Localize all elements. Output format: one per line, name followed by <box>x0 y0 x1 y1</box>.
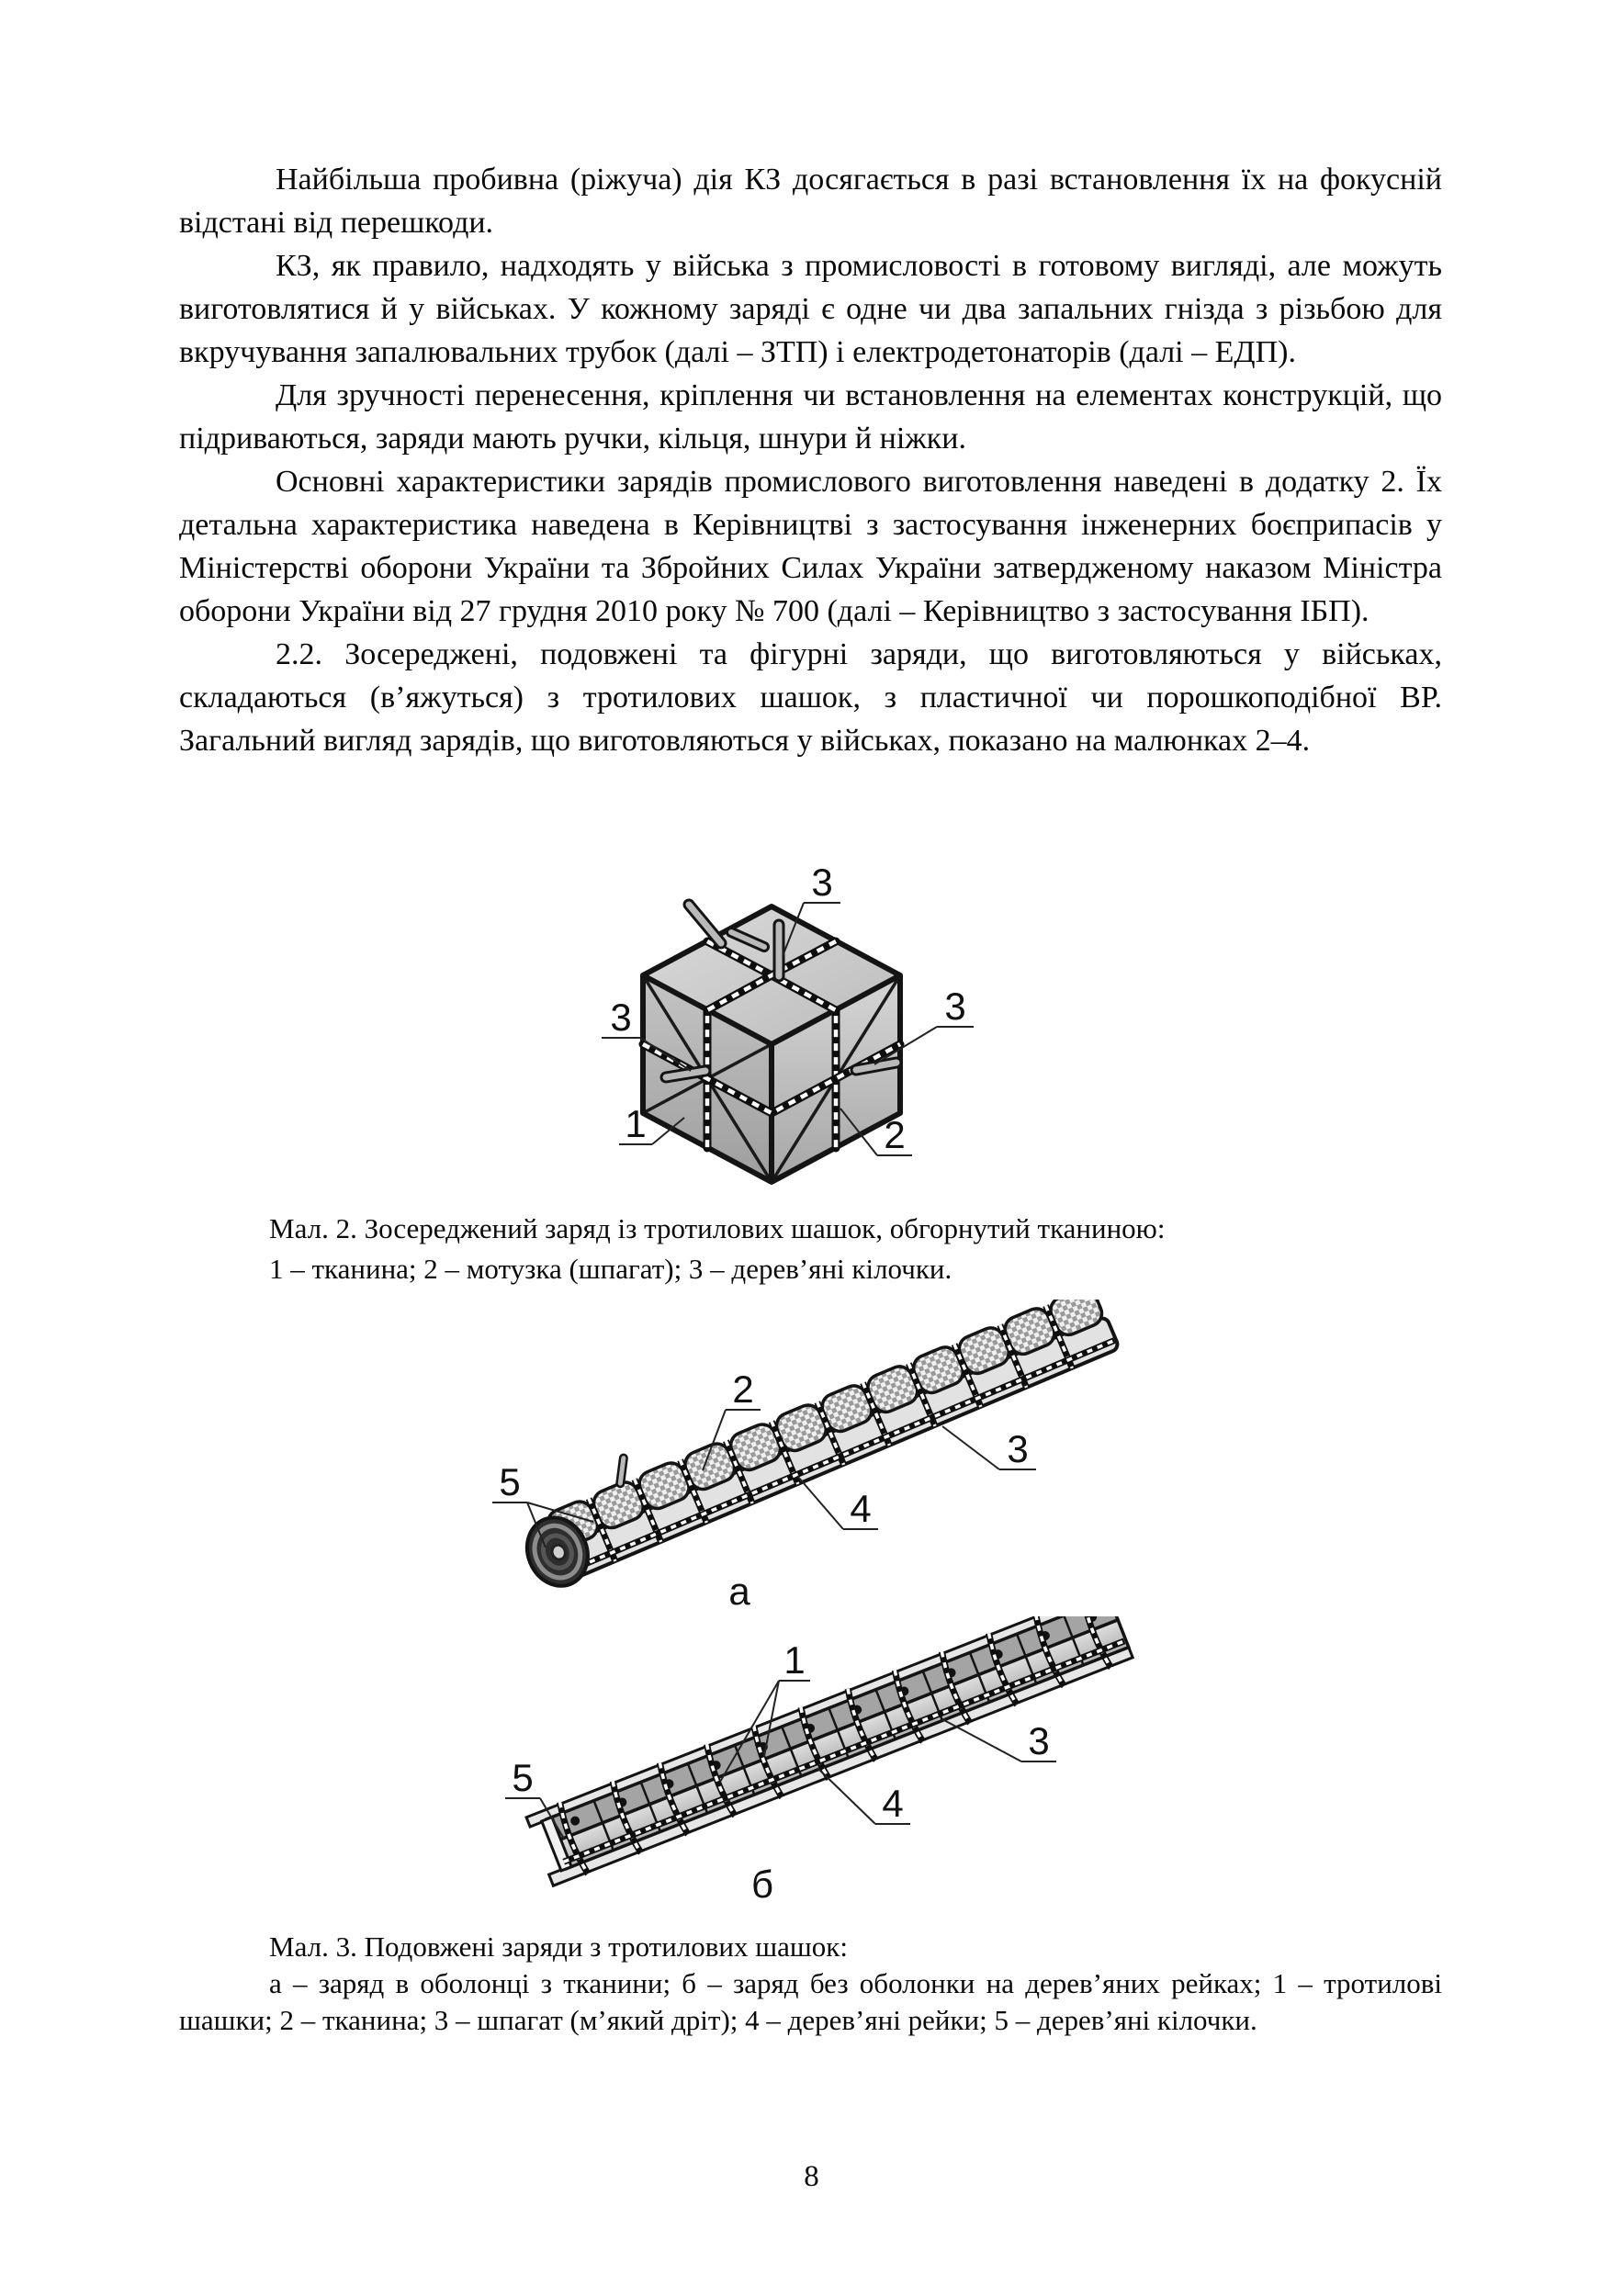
figure3a-label-fabric: 2 <box>732 1367 754 1411</box>
figure3b-label-blocks: 1 <box>783 1638 806 1682</box>
figure3a-label-pegs: 5 <box>499 1460 521 1503</box>
figure3-caption-title: Мал. 3. Подовжені заряди з тротилових шашок: <box>269 1930 848 1963</box>
figure3-caption-legend: а – заряд в оболонці з тканини; б – заряд без оболонки на дерев’яних рейках; 1 – тротилові шашки; 2 – тканина; 3 – шпагат (м’який дріт); 4 – дерев’яні рейки; 5 – дерев’яні кілочки. <box>179 1967 1442 2036</box>
figure2-cube-charge-drawing <box>551 859 1029 1191</box>
figure2-caption-title: Мал. 2. Зосереджений заряд із тротилових шашок, обгорнутий тканиною: <box>269 1212 1166 1244</box>
body-text <box>179 158 1442 762</box>
paragraph: Найбільша пробивна (ріжуча) дія КЗ досягається в разі встановлення їх на фокусній відстані від перешкоди. <box>179 163 1442 240</box>
figure3a-elongated-charge-drawing <box>432 1300 1157 1612</box>
figure2-caption <box>179 1209 1442 1289</box>
page-number: 8 <box>804 2160 819 2193</box>
figure3a-label-rail: 4 <box>850 1487 872 1530</box>
figure2-label-peg-top: 3 <box>811 861 833 904</box>
figure3b-label-twine: 3 <box>1028 1719 1050 1762</box>
paragraph: Основні характеристики зарядів промислового виготовлення наведені в додатку 2. Їх детальна характеристика наведена в Керівництві з застосування інженерних боєприпасів у Міністерстві оборони України та Збройних Силах України затвердженому наказом Міністра оборони України від 27 грудня 2010 року № 700 (далі – Керівництво з застосування ІБП). <box>179 465 1442 628</box>
figure2-label-peg-right: 3 <box>944 985 966 1028</box>
figure3a-label-twine: 3 <box>1007 1427 1029 1470</box>
paragraph: КЗ, як правило, надходять у війська з промисловості в готовому вигляді, але можуть виготовлятися й у військах. У кожному заряді є одне чи два запальних гнізда з різьбою для вкручування запалювальних трубок (далі – ЗТП) і електродетонаторів (далі – ЕДП). <box>179 249 1442 369</box>
figure3b-elongated-charge-drawing <box>432 1616 1167 1919</box>
figure2-label-peg-left: 3 <box>610 996 632 1039</box>
figure2-label-fabric: 1 <box>625 1102 647 1145</box>
paragraph: Для зручності перенесення, кріплення чи встановлення на елементах конструкцій, що підриваються, заряди мають ручки, кільця, шнури й ніжки. <box>179 378 1442 456</box>
paragraph: 2.2. Зосереджені, подовжені та фігурні заряди, що виготовляються у військах, складаються (в’яжуться) з тротилових шашок, з пластичної чи порошкоподібної ВР. Загальний вигляд зарядів, що виготовляються у військах, показано на малюнках 2–4. <box>179 637 1442 758</box>
figure3-caption <box>179 1929 1442 2039</box>
figure3b-label-rail: 4 <box>882 1782 904 1825</box>
figure3b-label-pegs: 5 <box>512 1756 534 1799</box>
figure2-label-rope: 2 <box>884 1113 906 1156</box>
fabric-charge-bar <box>507 1300 1121 1595</box>
figure3b-sublabel: б <box>750 1863 774 1906</box>
figure2-caption-legend: 1 – тканина; 2 – мотузка (шпагат); 3 – дерев’яні кілочки. <box>269 1253 952 1285</box>
figure3a-sublabel: а <box>728 1570 750 1612</box>
